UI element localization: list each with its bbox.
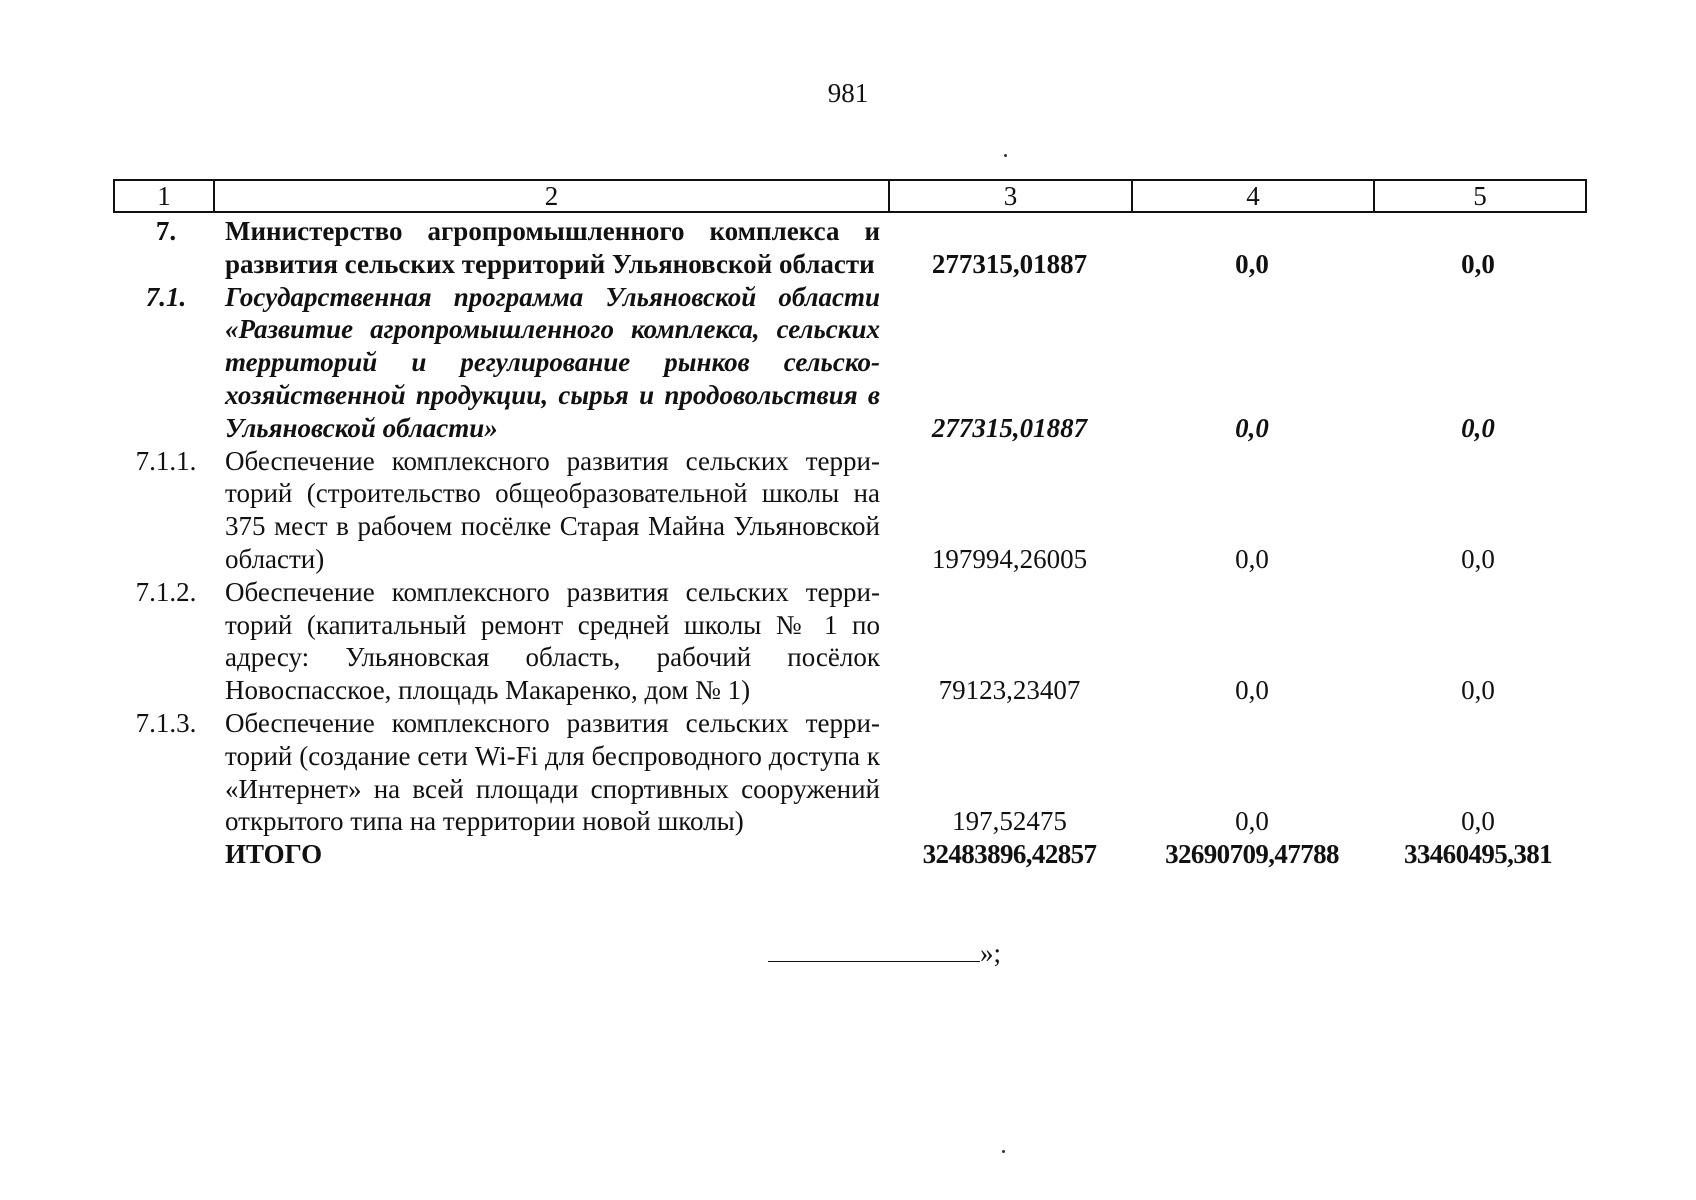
scan-speck	[1002, 1150, 1005, 1153]
row-value-col-4: 0,0	[1235, 248, 1269, 279]
row-name: Обеспечение комплексного развития сельских территорий (строительство общеобразовательной школы на 375 мест в рабочем посёлке Старая Майна Ульяновской области)	[225, 445, 880, 574]
closing-quote: »;	[980, 938, 1002, 968]
closing-rule	[768, 939, 980, 962]
header-col-5: 5	[1473, 180, 1487, 211]
scan-speck	[1004, 154, 1007, 157]
header-col-2: 2	[215, 181, 890, 211]
row-name: Министерство агропромышленного комплекса и развития сельских территорий Ульяновской области	[225, 216, 880, 279]
row-value-col-4: 0,0	[1235, 806, 1269, 837]
row-number: 7.1.	[145, 281, 187, 312]
row-value-col-5: 0,0	[1461, 412, 1495, 443]
page-number: 981	[827, 78, 869, 108]
table-row-program	[113, 281, 1587, 445]
row-value-col-3: 197994,26005	[931, 543, 1088, 574]
row-value-col-5: 0,0	[1461, 675, 1495, 706]
row-value-col-5: 0,0	[1461, 248, 1495, 279]
row-number: 7.1.1.	[135, 445, 197, 476]
total-value-col-5: 33460495,381	[1403, 839, 1553, 870]
table-row	[113, 445, 1587, 576]
row-value-col-4: 0,0	[1235, 412, 1269, 443]
row-value-col-3: 197,52475	[952, 806, 1067, 837]
row-value-col-3: 79123,23407	[938, 675, 1081, 706]
header-col-3: 3	[890, 181, 1133, 211]
header-col-1: 1	[115, 181, 215, 211]
row-value-col-3: 277315,01887	[931, 412, 1088, 443]
row-value-col-4: 0,0	[1235, 543, 1269, 574]
row-name: Обеспечение комплексного развития сельских территорий (создание сети Wi-Fi для беспроводного доступа к «Интернет» на всей площади спортивных сооружений открытого типа на территории новой школы)	[225, 707, 880, 837]
table-row-total	[113, 838, 1587, 871]
row-number: 7.	[155, 216, 177, 246]
table-row	[113, 576, 1587, 707]
total-value-col-3: 32483896,42857	[922, 839, 1097, 870]
row-value-col-5: 0,0	[1461, 806, 1495, 837]
total-value-col-4: 32690709,47788	[1165, 839, 1339, 870]
table-row-ministry	[113, 215, 1587, 281]
closing-mark	[768, 938, 1001, 969]
row-number: 7.1.2.	[135, 576, 197, 607]
row-name: Обеспечение комплексного развития сельских территорий (капитальный ремонт средней школы № 1 по адресу: Ульяновская область, рабочий посёлок Новоспасское, площадь Макаренко, дом № 1)	[225, 576, 880, 706]
row-name: Государственная программа Ульяновской области «Развитие агропромышленного комплекса, сельских территорий и регулирование рынков сельскохозяйственной продукции, сырья и продовольствия в Ульяновской области»	[225, 281, 880, 443]
header-col-4: 4	[1133, 181, 1375, 211]
row-value-col-3: 277315,01887	[931, 248, 1088, 279]
row-value-col-5: 0,0	[1461, 543, 1495, 574]
row-value-col-4: 0,0	[1235, 675, 1269, 706]
table-header	[113, 179, 1587, 213]
table-body	[113, 215, 1587, 871]
table-row	[113, 707, 1587, 838]
total-label: ИТОГО	[225, 839, 323, 870]
row-number: 7.1.3.	[135, 707, 197, 738]
